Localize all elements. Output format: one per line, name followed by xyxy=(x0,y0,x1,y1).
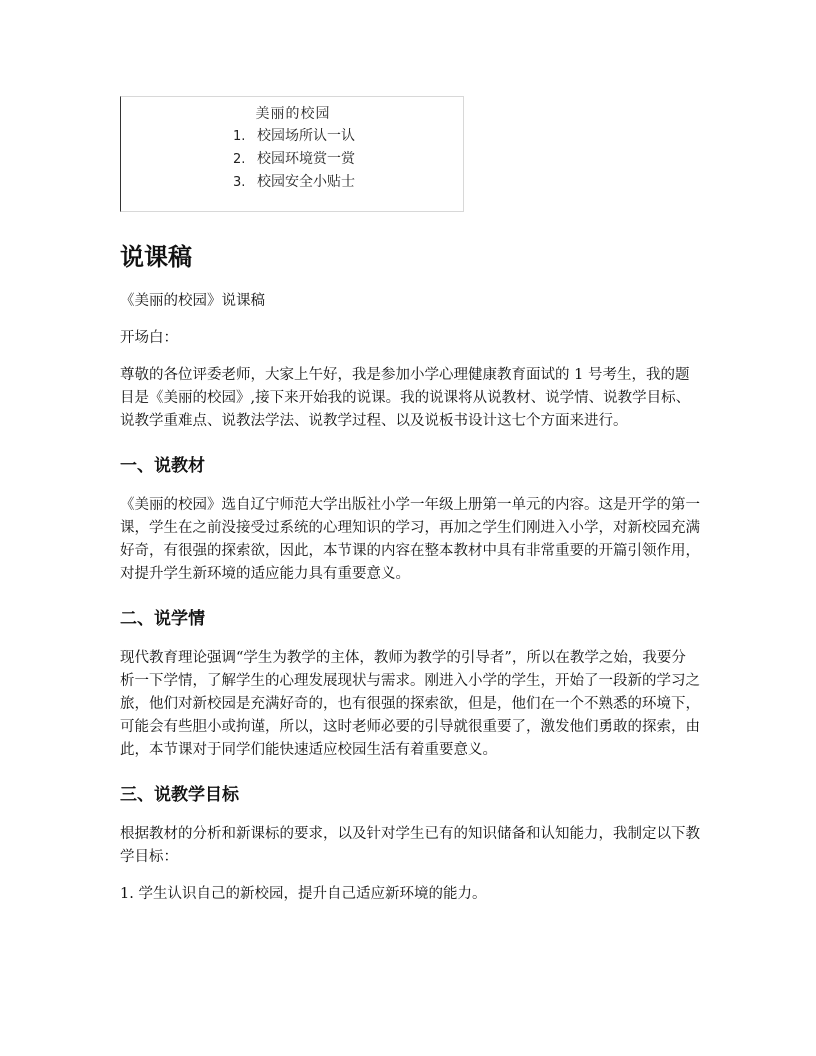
document-body xyxy=(120,290,700,920)
opening-paragraph: 尊敬的各位评委老师，大家上午好，我是参加小学心理健康教育面试的 1 号考生，我的题目是《美丽的校园》,接下来开始我的说课。我的说课将从说教材、说学情、说教学目标、说教学重难点、说教法学法、说教学过程、以及说板书设计这七个方面来进行。 xyxy=(120,367,691,429)
toc-item xyxy=(233,171,355,194)
section-heading-objectives: 三、说教学目标 xyxy=(120,785,239,805)
section-paragraph: 《美丽的校园》选自辽宁师范大学出版社小学一年级上册第一单元的内容。这是开学的第一课，学生在之前没接受过系统的心理知识的学习，再加之学生们刚进入小学，对新校园充满好奇，有很强的探索欲，因此，本节课的内容在整本教材中具有非常重要的开篇引领作用，对提升学生新环境的适应能力具有重要意义。 xyxy=(120,497,700,582)
opening-label: 开场白： xyxy=(120,330,178,346)
toc-title: 美丽的校园 xyxy=(255,106,331,122)
toc-image-box xyxy=(120,96,464,212)
toc-item-text: 校园安全小贴士 xyxy=(257,174,355,190)
toc-item-text: 校园环境赏一赏 xyxy=(257,151,355,167)
section-paragraph: 现代教育理论强调“学生为教学的主体，教师为教学的引导者”，所以在教学之始，我要分析一下学情，了解学生的心理发展现状与需求。刚进入小学的学生，开始了一段新的学习之旅，他们对新校园是充满好奇的，也有很强的探索欲，但是，他们在一个不熟悉的环境下，可能会有些胆小或拘谨，所以，这时老师必要的引导就很重要了，激发他们勇敢的探索，由此，本节课对于同学们能快速适应校园生活有着重要意义。 xyxy=(120,650,700,758)
toc-item-number: 1. xyxy=(233,129,246,144)
toc-item xyxy=(233,148,355,171)
section-paragraph: 根据教材的分析和新课标的要求，以及针对学生已有的知识储备和认知能力，我制定以下教学目标： xyxy=(120,826,700,865)
lesson-subtitle: 《美丽的校园》说课稿 xyxy=(120,293,265,309)
toc-item-number: 3. xyxy=(233,175,246,190)
toc-list xyxy=(233,125,355,194)
toc-item-number: 2. xyxy=(233,152,246,167)
document-title: 说课稿 xyxy=(120,243,192,271)
section-heading-students: 二、说学情 xyxy=(120,609,205,629)
toc-item xyxy=(233,125,355,148)
toc-item-text: 校园场所认一认 xyxy=(257,128,355,144)
objective-item: 1. 学生认识自己的新校园，提升自己适应新环境的能力。 xyxy=(120,886,487,902)
section-heading-textbook: 一、说教材 xyxy=(120,456,205,476)
